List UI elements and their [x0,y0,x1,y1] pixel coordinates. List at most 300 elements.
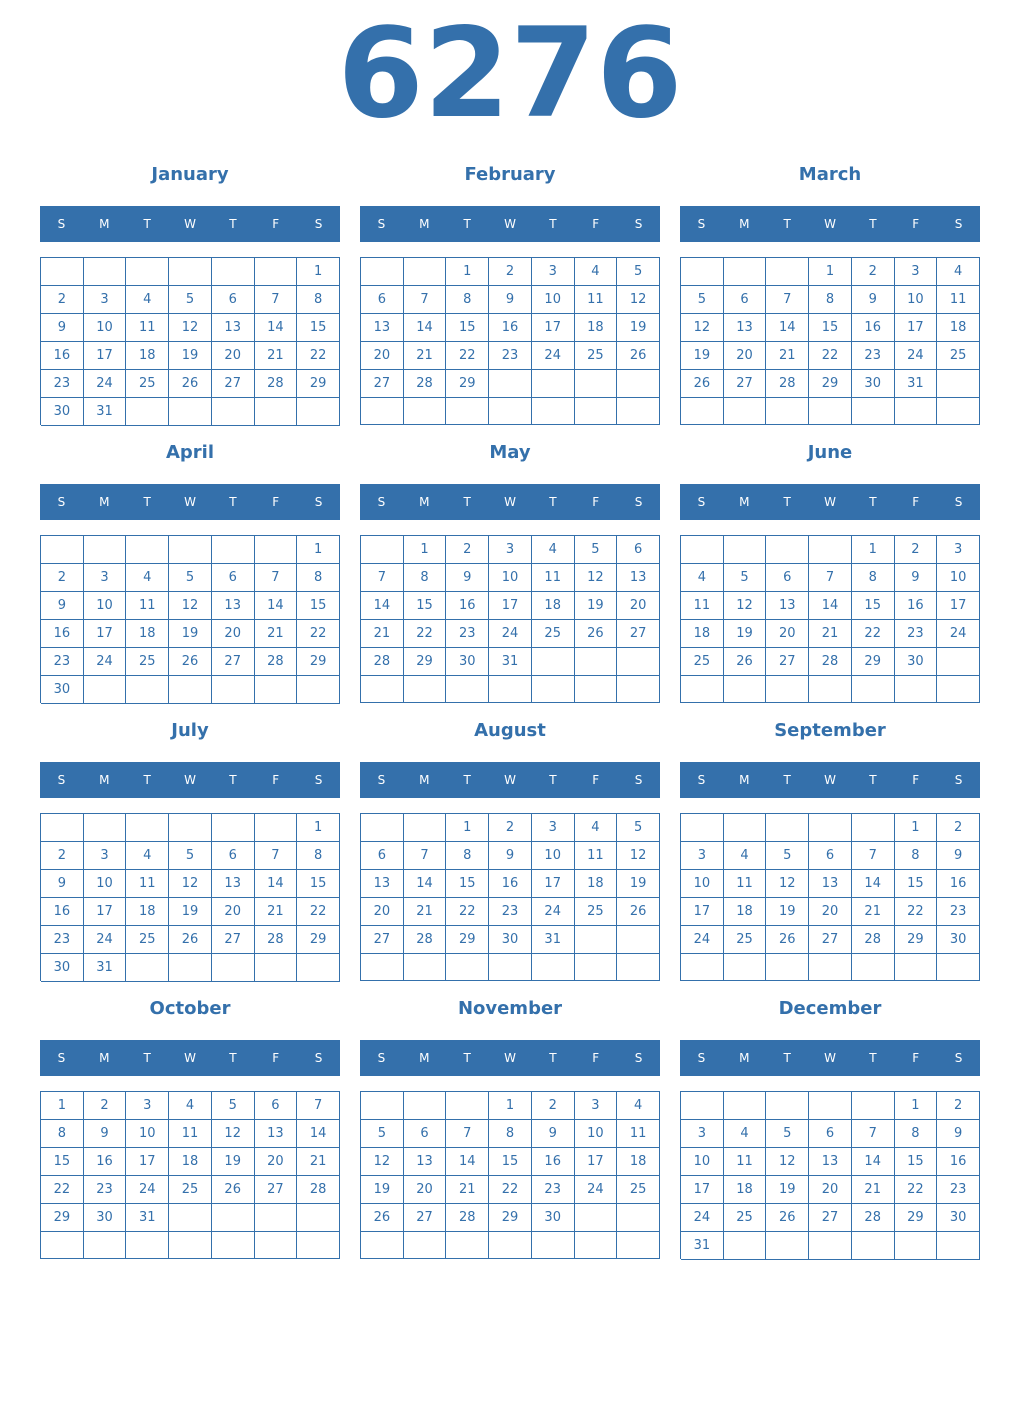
empty-day-cell [575,370,618,398]
empty-day-cell [532,370,575,398]
day-cell: 8 [446,842,489,870]
empty-day-cell [532,676,575,703]
day-cell: 9 [41,592,84,620]
day-cell: 13 [766,592,809,620]
day-cell: 6 [361,842,404,870]
day-cell: 29 [297,370,340,398]
weekday-header [360,206,660,242]
empty-day-cell [84,536,127,564]
day-grid [360,535,660,703]
day-cell: 21 [809,620,852,648]
day-cell: 19 [169,342,212,370]
day-cell: 21 [255,898,298,926]
day-cell: 7 [297,1092,340,1120]
day-cell: 29 [446,926,489,954]
day-cell: 1 [446,814,489,842]
empty-day-cell [809,676,852,703]
day-cell: 10 [532,842,575,870]
empty-day-cell [489,676,532,703]
empty-day-cell [766,954,809,981]
empty-day-cell [681,676,724,703]
empty-day-cell [681,814,724,842]
weekday-header [360,762,660,798]
day-cell: 8 [41,1120,84,1148]
weekday-label: T [143,773,151,787]
day-cell: 30 [852,370,895,398]
day-cell: 1 [297,536,340,564]
day-cell: 23 [41,648,84,676]
empty-day-cell [446,1092,489,1120]
day-cell: 18 [617,1148,660,1176]
empty-day-cell [852,398,895,425]
day-cell: 29 [895,926,938,954]
weekday-label: S [697,217,706,231]
day-cell: 1 [852,536,895,564]
day-cell: 16 [84,1148,127,1176]
day-cell: 18 [126,342,169,370]
weekday-header [680,484,980,520]
empty-day-cell [681,398,724,425]
weekday-label: T [783,217,791,231]
day-cell: 12 [575,564,618,592]
day-cell: 25 [532,620,575,648]
empty-day-cell [532,954,575,981]
day-cell: 21 [297,1148,340,1176]
day-cell: 4 [126,842,169,870]
weekday-label: M [419,1051,430,1065]
day-cell: 12 [766,1148,809,1176]
day-cell: 23 [532,1176,575,1204]
weekday-label: M [99,1051,110,1065]
day-cell: 28 [766,370,809,398]
day-cell: 5 [212,1092,255,1120]
day-cell: 3 [532,258,575,286]
empty-day-cell [169,1204,212,1232]
day-cell: 6 [255,1092,298,1120]
month-title: July [171,720,209,741]
day-cell: 22 [404,620,447,648]
day-cell: 1 [809,258,852,286]
day-cell: 14 [255,314,298,342]
day-cell: 13 [212,870,255,898]
day-cell: 15 [895,870,938,898]
day-cell: 22 [895,898,938,926]
weekday-label: T [463,495,471,509]
empty-day-cell [212,676,255,704]
day-cell: 28 [255,370,298,398]
weekday-label: T [549,1051,557,1065]
empty-day-cell [361,258,404,286]
day-cell: 2 [41,564,84,592]
empty-day-cell [724,954,767,981]
weekday-label: S [697,1051,706,1065]
weekday-label: T [229,773,237,787]
day-cell: 19 [766,1176,809,1204]
day-cell: 20 [212,620,255,648]
day-cell: 27 [212,370,255,398]
weekday-label: S [634,1051,643,1065]
weekday-label: S [954,1051,963,1065]
empty-day-cell [852,954,895,981]
empty-day-cell [937,398,980,425]
day-cell: 15 [404,592,447,620]
empty-day-cell [84,676,127,704]
empty-day-cell [446,954,489,981]
day-cell: 24 [532,898,575,926]
day-cell: 18 [532,592,575,620]
day-grid [40,1091,340,1259]
day-cell: 6 [766,564,809,592]
day-cell: 8 [404,564,447,592]
month-title: May [489,442,531,463]
day-cell: 31 [532,926,575,954]
empty-day-cell [937,1232,980,1260]
day-cell: 21 [255,620,298,648]
day-cell: 10 [489,564,532,592]
day-cell: 15 [489,1148,532,1176]
weekday-label: S [954,773,963,787]
weekday-label: W [184,773,196,787]
day-cell: 26 [575,620,618,648]
empty-day-cell [575,398,618,425]
empty-day-cell [212,954,255,982]
day-cell: 26 [766,1204,809,1232]
day-cell: 23 [489,898,532,926]
day-cell: 11 [724,1148,767,1176]
weekday-label: M [419,773,430,787]
day-cell: 4 [681,564,724,592]
day-cell: 1 [895,1092,938,1120]
day-cell: 23 [937,898,980,926]
day-cell: 27 [809,1204,852,1232]
empty-day-cell [404,1092,447,1120]
day-cell: 3 [895,258,938,286]
day-cell: 10 [84,314,127,342]
day-cell: 12 [681,314,724,342]
month-title: March [798,164,862,185]
month-title: August [474,720,546,741]
weekday-label: M [99,495,110,509]
weekday-label: W [504,495,516,509]
day-cell: 23 [937,1176,980,1204]
empty-day-cell [84,258,127,286]
weekday-label: M [739,217,750,231]
empty-day-cell [212,258,255,286]
empty-day-cell [404,398,447,425]
empty-day-cell [724,814,767,842]
empty-day-cell [404,1232,447,1259]
day-cell: 31 [84,954,127,982]
day-cell: 22 [446,898,489,926]
day-cell: 30 [41,954,84,982]
day-cell: 10 [84,870,127,898]
weekday-label: S [377,1051,386,1065]
empty-day-cell [41,814,84,842]
day-cell: 17 [937,592,980,620]
day-cell: 13 [724,314,767,342]
day-cell: 23 [84,1176,127,1204]
weekday-header [680,1040,980,1076]
day-cell: 19 [617,870,660,898]
day-cell: 20 [809,898,852,926]
day-cell: 14 [255,870,298,898]
weekday-label: S [57,495,66,509]
day-cell: 11 [681,592,724,620]
day-cell: 9 [84,1120,127,1148]
month-title: September [774,720,886,741]
month-title: February [464,164,556,185]
empty-day-cell [575,954,618,981]
weekday-header [40,762,340,798]
day-cell: 31 [126,1204,169,1232]
day-cell: 5 [169,564,212,592]
day-cell: 31 [895,370,938,398]
day-cell: 1 [297,258,340,286]
empty-day-cell [297,676,340,704]
day-cell: 5 [169,842,212,870]
day-cell: 10 [895,286,938,314]
day-cell: 16 [489,314,532,342]
day-cell: 7 [852,842,895,870]
day-cell: 5 [766,842,809,870]
day-cell: 20 [361,898,404,926]
day-cell: 11 [126,870,169,898]
weekday-label: F [912,1051,920,1065]
empty-day-cell [852,1092,895,1120]
day-cell: 2 [852,258,895,286]
day-cell: 16 [895,592,938,620]
weekday-label: S [634,495,643,509]
empty-day-cell [852,1232,895,1260]
day-cell: 25 [126,370,169,398]
empty-day-cell [255,536,298,564]
day-cell: 28 [361,648,404,676]
day-cell: 6 [212,564,255,592]
day-cell: 20 [766,620,809,648]
day-cell: 25 [617,1176,660,1204]
day-cell: 21 [404,342,447,370]
day-cell: 11 [724,870,767,898]
weekday-label: S [377,217,386,231]
empty-day-cell [297,954,340,982]
day-cell: 22 [446,342,489,370]
day-cell: 7 [446,1120,489,1148]
day-cell: 27 [617,620,660,648]
empty-day-cell [809,1232,852,1260]
day-cell: 1 [41,1092,84,1120]
day-cell: 25 [575,342,618,370]
empty-day-cell [532,1232,575,1259]
empty-day-cell [489,398,532,425]
weekday-label: T [783,773,791,787]
day-cell: 19 [169,620,212,648]
empty-day-cell [84,814,127,842]
empty-day-cell [489,1232,532,1259]
empty-day-cell [446,1232,489,1259]
empty-day-cell [212,1204,255,1232]
day-cell: 26 [617,898,660,926]
empty-day-cell [126,258,169,286]
day-cell: 4 [169,1092,212,1120]
weekday-label: T [869,773,877,787]
empty-day-cell [361,1092,404,1120]
month-title: April [165,442,215,463]
day-cell: 20 [361,342,404,370]
weekday-label: F [592,495,600,509]
month-title: November [457,998,563,1019]
empty-day-cell [766,398,809,425]
empty-day-cell [361,398,404,425]
day-cell: 5 [681,286,724,314]
day-cell: 16 [41,898,84,926]
day-grid [360,257,660,425]
day-grid [680,813,980,981]
empty-day-cell [297,398,340,426]
empty-day-cell [617,1232,660,1259]
weekday-header [360,1040,660,1076]
empty-day-cell [809,1092,852,1120]
day-cell: 11 [575,286,618,314]
empty-day-cell [255,954,298,982]
day-cell: 6 [212,842,255,870]
day-cell: 15 [895,1148,938,1176]
day-cell: 11 [126,314,169,342]
day-cell: 20 [724,342,767,370]
day-cell: 3 [937,536,980,564]
day-cell: 17 [895,314,938,342]
day-cell: 28 [852,926,895,954]
day-cell: 25 [724,926,767,954]
day-cell: 19 [212,1148,255,1176]
day-cell: 20 [212,898,255,926]
day-cell: 23 [489,342,532,370]
day-cell: 8 [895,1120,938,1148]
day-cell: 2 [532,1092,575,1120]
day-cell: 13 [212,592,255,620]
day-cell: 25 [575,898,618,926]
day-cell: 5 [575,536,618,564]
day-cell: 6 [809,1120,852,1148]
day-cell: 30 [937,1204,980,1232]
day-cell: 26 [766,926,809,954]
empty-day-cell [809,954,852,981]
weekday-label: T [463,1051,471,1065]
day-cell: 13 [809,1148,852,1176]
weekday-label: M [739,773,750,787]
empty-day-cell [766,1092,809,1120]
day-cell: 29 [489,1204,532,1232]
month-title: June [807,442,853,463]
day-cell: 21 [852,898,895,926]
weekday-label: M [739,1051,750,1065]
empty-day-cell [766,1232,809,1260]
day-cell: 16 [937,1148,980,1176]
empty-day-cell [895,1232,938,1260]
day-cell: 1 [895,814,938,842]
empty-day-cell [446,676,489,703]
day-cell: 29 [895,1204,938,1232]
day-cell: 21 [404,898,447,926]
day-cell: 2 [489,814,532,842]
day-cell: 5 [169,286,212,314]
empty-day-cell [126,398,169,426]
day-cell: 2 [489,258,532,286]
day-grid [360,813,660,981]
empty-day-cell [575,1204,618,1232]
day-cell: 28 [297,1176,340,1204]
empty-day-cell [766,536,809,564]
day-cell: 18 [681,620,724,648]
day-cell: 8 [297,286,340,314]
day-cell: 6 [212,286,255,314]
empty-day-cell [532,648,575,676]
weekday-label: W [824,773,836,787]
weekday-header [680,206,980,242]
day-cell: 4 [617,1092,660,1120]
day-cell: 1 [446,258,489,286]
day-cell: 16 [489,870,532,898]
day-cell: 17 [126,1148,169,1176]
day-grid [680,257,980,425]
day-cell: 13 [361,870,404,898]
weekday-label: W [504,1051,516,1065]
day-cell: 27 [255,1176,298,1204]
day-cell: 2 [84,1092,127,1120]
month-title: December [778,998,882,1019]
empty-day-cell [169,258,212,286]
weekday-label: S [314,1051,323,1065]
empty-day-cell [255,1232,298,1259]
day-cell: 29 [297,648,340,676]
day-cell: 13 [617,564,660,592]
empty-day-cell [617,1204,660,1232]
day-cell: 5 [361,1120,404,1148]
weekday-label: S [377,495,386,509]
empty-day-cell [126,954,169,982]
day-cell: 14 [852,1148,895,1176]
empty-day-cell [575,1232,618,1259]
empty-day-cell [895,676,938,703]
day-cell: 13 [255,1120,298,1148]
day-cell: 27 [212,926,255,954]
day-cell: 24 [681,926,724,954]
weekday-label: S [57,773,66,787]
day-cell: 23 [895,620,938,648]
day-cell: 16 [937,870,980,898]
empty-day-cell [297,1232,340,1259]
day-cell: 9 [895,564,938,592]
day-cell: 20 [809,1176,852,1204]
empty-day-cell [809,814,852,842]
day-cell: 26 [617,342,660,370]
day-cell: 13 [212,314,255,342]
day-cell: 14 [446,1148,489,1176]
empty-day-cell [937,676,980,703]
day-cell: 15 [297,592,340,620]
empty-day-cell [361,954,404,981]
day-cell: 23 [41,370,84,398]
day-cell: 28 [404,926,447,954]
day-cell: 6 [809,842,852,870]
empty-day-cell [297,1204,340,1232]
day-cell: 21 [361,620,404,648]
day-cell: 5 [766,1120,809,1148]
empty-day-cell [361,814,404,842]
weekday-label: T [549,495,557,509]
weekday-label: T [229,1051,237,1065]
day-cell: 14 [809,592,852,620]
day-cell: 12 [212,1120,255,1148]
